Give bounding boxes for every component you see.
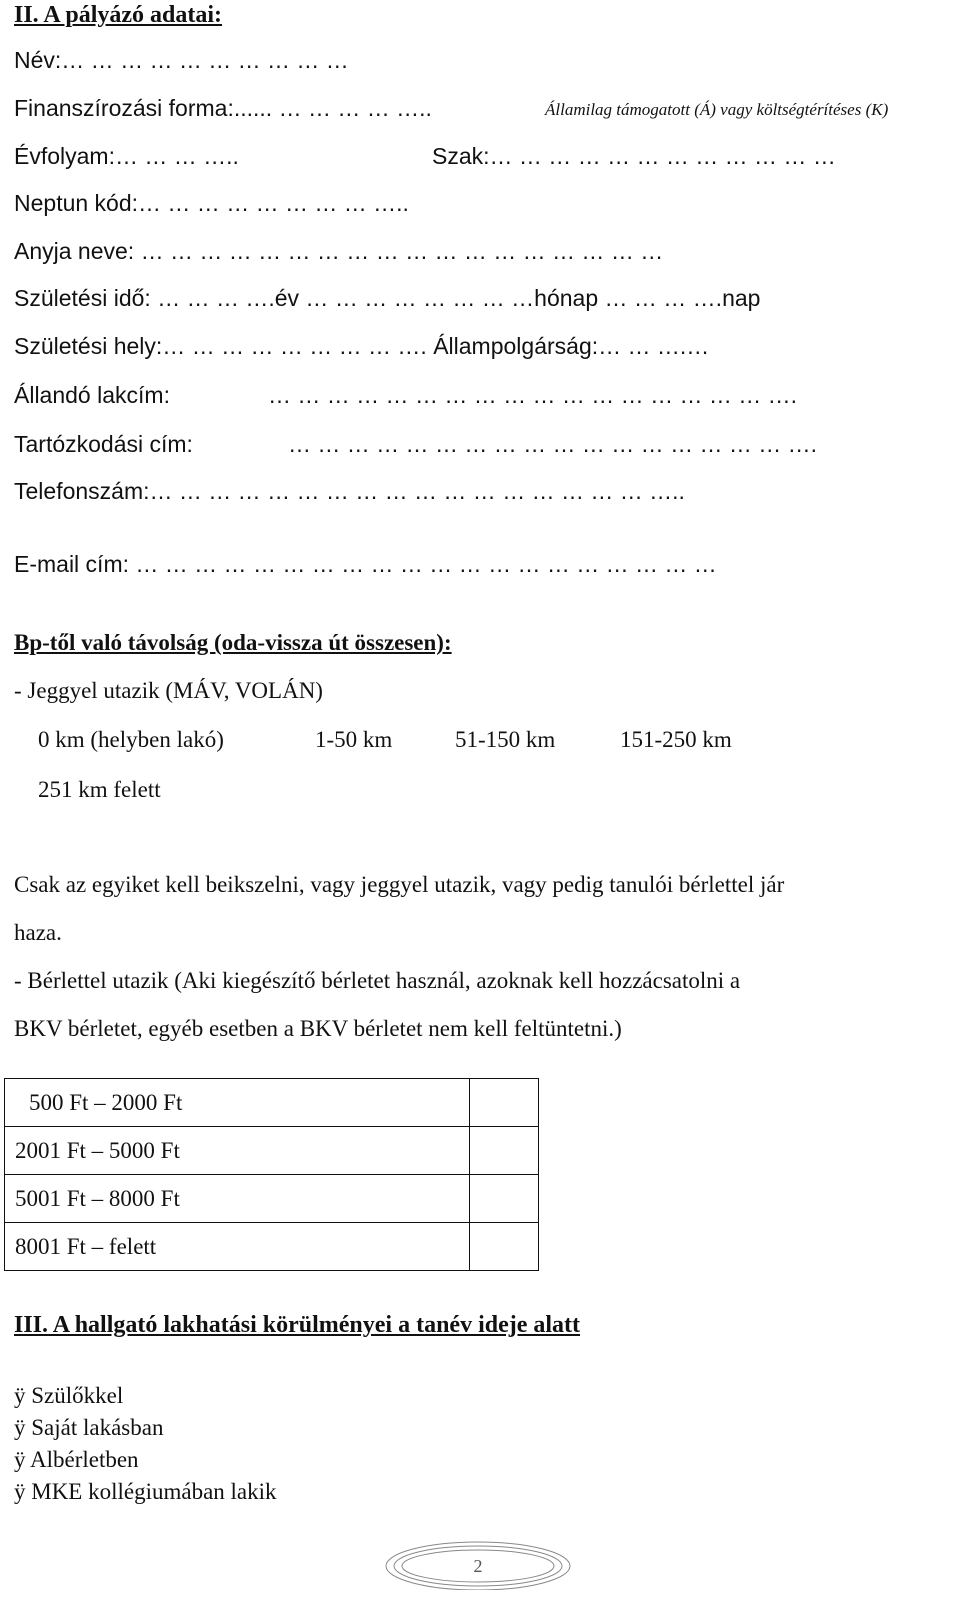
- permanent-address-dots: … … … … … … … … … … … … … … … … … ….: [268, 382, 798, 408]
- list-item: ÿ Saját lakásban: [14, 1415, 164, 1440]
- distance-option-1-50km: 1-50 km: [315, 727, 393, 752]
- section-3-heading: III. A hallgató lakhatási körülményei a tanév ideje alatt: [14, 1312, 581, 1338]
- pass-price-checkbox[interactable]: [470, 1175, 539, 1223]
- table-row: [5, 1127, 539, 1175]
- financing-field: Finanszírozási forma:...... … … … … …..: [14, 95, 432, 121]
- pass-travel-line-2: BKV bérletet, egyéb esetben a BKV bérletet nem kell feltüntetni.): [14, 1016, 622, 1041]
- list-item: ÿ MKE kollégiumában lakik: [14, 1479, 277, 1504]
- pass-price-checkbox[interactable]: [470, 1127, 539, 1175]
- mother-name-field: Anyja neve: … … … … … … … … … … … … … … … … … …: [14, 238, 664, 264]
- pass-price-checkbox[interactable]: [470, 1079, 539, 1127]
- list-item: ÿ Szülőkkel: [14, 1383, 124, 1408]
- distance-option-51-150km: 51-150 km: [455, 727, 556, 752]
- phone-field: Telefonszám:… … … … … … … … … … … … … … … … … …..: [14, 478, 685, 504]
- table-row: [5, 1175, 539, 1223]
- pass-price-label: 500 Ft – 2000 Ft: [5, 1079, 470, 1127]
- temporary-address-label: Tartózkodási cím:: [14, 431, 193, 457]
- birthdate-field: Születési idő: … … … ….év … … … … … … … …hónap … … … ….nap: [14, 285, 761, 311]
- pass-price-table: [4, 1078, 539, 1271]
- distance-option-251km: 251 km felett: [38, 777, 161, 802]
- page-number-badge: [383, 1536, 573, 1590]
- distance-heading: Bp-től való távolság (oda-vissza út összesen):: [14, 630, 452, 655]
- financing-note: Államilag támogatott (Á) vagy költségtérítéses (K): [545, 100, 889, 119]
- pass-travel-line-1: - Bérlettel utazik (Aki kiegészítő bérletet használ, azoknak kell hozzácsatolni a: [14, 968, 741, 993]
- list-item: ÿ Albérletben: [14, 1447, 139, 1472]
- distance-option-151-250km: 151-250 km: [620, 727, 732, 752]
- pass-price-label: 5001 Ft – 8000 Ft: [5, 1175, 470, 1223]
- table-row: [5, 1223, 539, 1271]
- pass-price-checkbox[interactable]: [470, 1223, 539, 1271]
- section-2-heading: II. A pályázó adatai:: [14, 2, 223, 28]
- distance-option-0km: 0 km (helyben lakó): [38, 727, 224, 752]
- instruction-line-2: haza.: [14, 920, 62, 945]
- page-number: 2: [473, 1556, 483, 1576]
- neptun-field: Neptun kód:… … … … … … … … …..: [14, 190, 409, 216]
- birthplace-field: Születési hely:… … … … … … … … …. Állampolgárság:… … ….…: [14, 333, 710, 359]
- table-row: [5, 1079, 539, 1127]
- year-field: Évfolyam:… … … …..: [14, 143, 239, 169]
- email-field: E-mail cím: … … … … … … … … … … … … … … … … … … … …: [14, 551, 717, 577]
- name-field: Név:… … … … … … … … … …: [14, 47, 349, 73]
- pass-price-label: 8001 Ft – felett: [5, 1223, 470, 1271]
- permanent-address-label: Állandó lakcím:: [14, 382, 170, 408]
- ticket-travel-line: - Jeggyel utazik (MÁV, VOLÁN): [14, 678, 323, 703]
- pass-price-label: 2001 Ft – 5000 Ft: [5, 1127, 470, 1175]
- temporary-address-dots: … … … … … … … … … … … … … … … … … ….: [288, 431, 818, 457]
- major-field: Szak:… … … … … … … … … … … …: [432, 143, 836, 169]
- instruction-line-1: Csak az egyiket kell beikszelni, vagy jeggyel utazik, vagy pedig tanulói bérlettel jár: [14, 872, 785, 897]
- housing-options-list: [14, 1380, 277, 1508]
